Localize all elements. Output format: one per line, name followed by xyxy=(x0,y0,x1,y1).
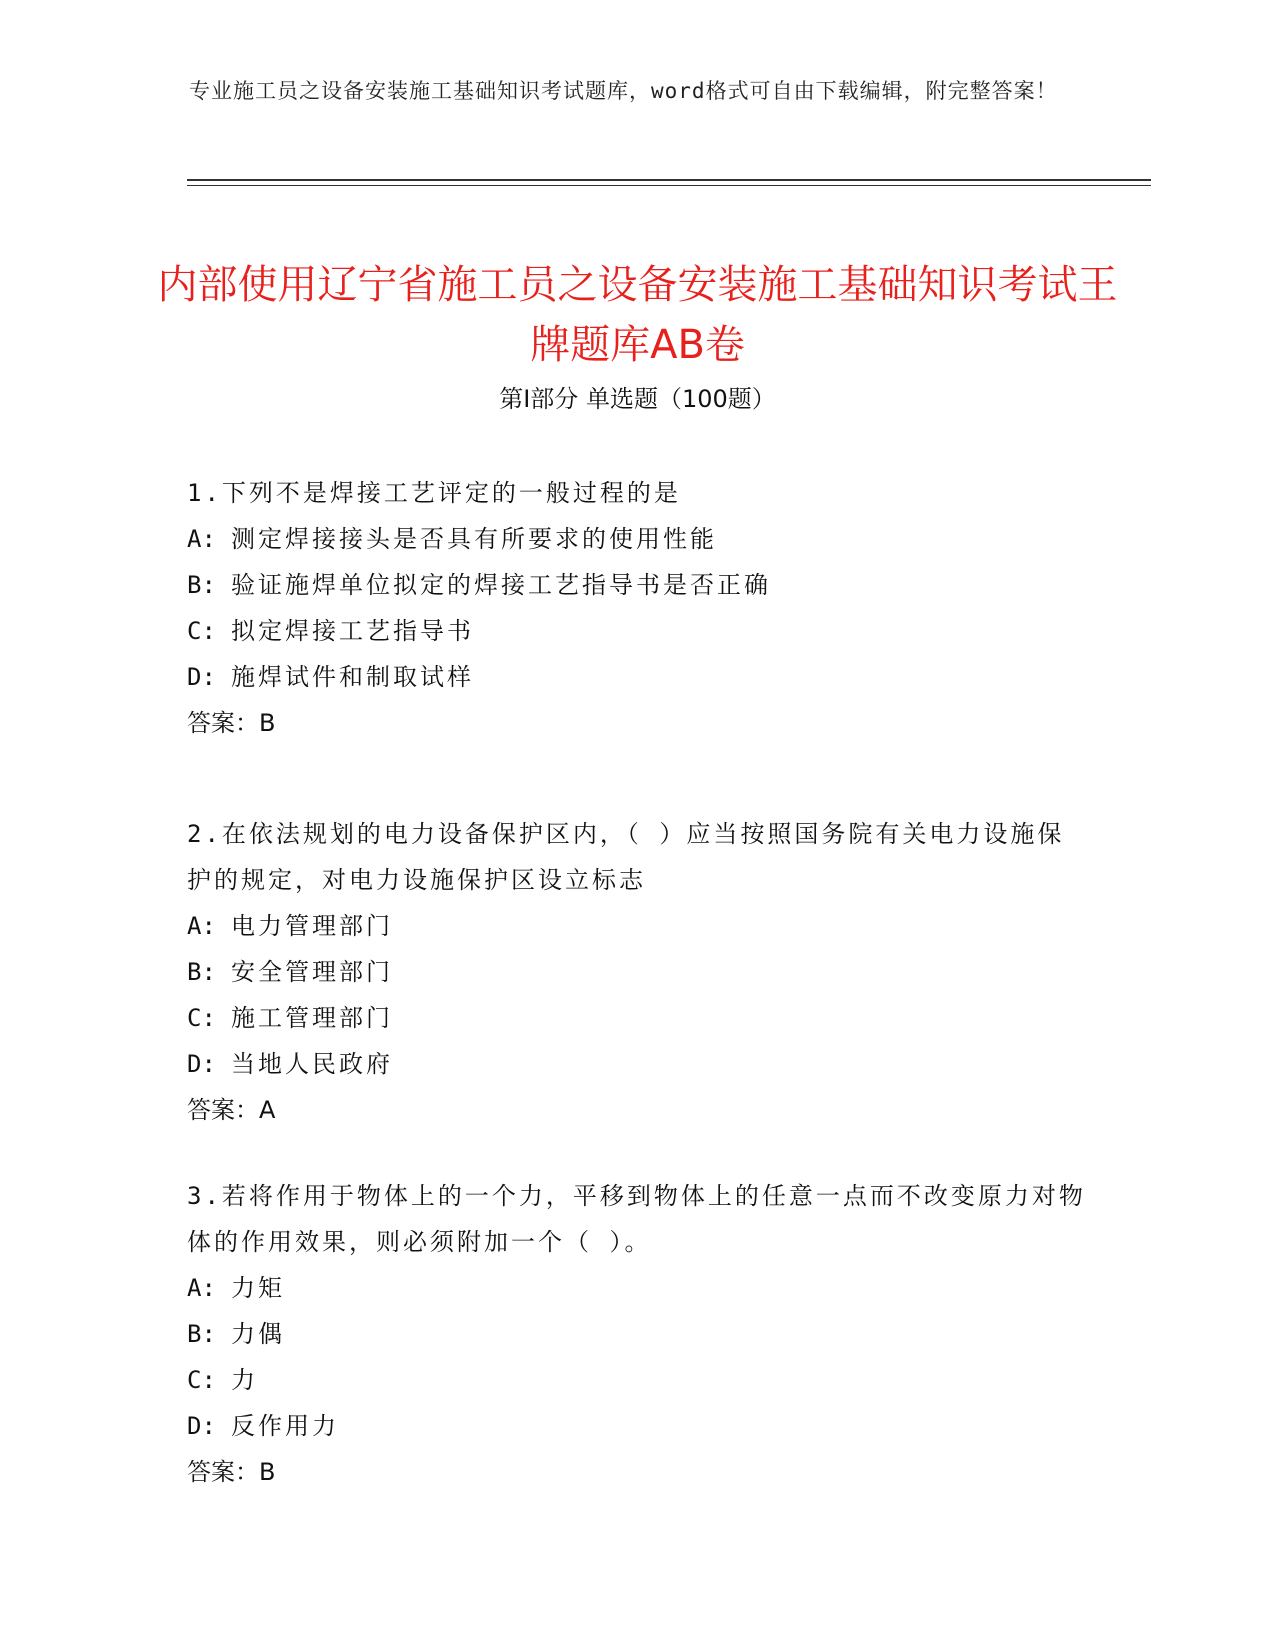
option-letter: B: xyxy=(187,1320,216,1348)
section-heading: 第Ⅰ部分 单选题（100题） xyxy=(499,385,776,413)
header-divider-thick xyxy=(187,179,1151,181)
option-d xyxy=(187,1041,1087,1087)
answer-line xyxy=(187,1087,1087,1133)
option-letter: D: xyxy=(187,663,216,691)
option-letter: B: xyxy=(187,958,216,986)
answer-label: 答案： xyxy=(187,709,259,737)
answer-value: B xyxy=(259,1458,276,1486)
option-letter: B: xyxy=(187,571,216,599)
option-letter: C: xyxy=(187,1004,216,1032)
answer-value: A xyxy=(259,1096,276,1124)
header-divider-thin xyxy=(187,185,1151,186)
option-text: 验证施焊单位拟定的焊接工艺指导书是否正确 xyxy=(231,571,771,599)
option-text: 施焊试件和制取试样 xyxy=(231,663,474,691)
option-text: 电力管理部门 xyxy=(231,912,393,940)
option-a xyxy=(187,903,1087,949)
option-text: 力矩 xyxy=(231,1274,285,1302)
question-2 xyxy=(187,811,1087,1133)
header-note: 专业施工员之设备安装施工基础知识考试题库，word格式可自由下载编辑，附完整答案！ xyxy=(189,79,1058,103)
option-a xyxy=(187,1265,1087,1311)
option-a xyxy=(187,516,1087,562)
answer-label: 答案： xyxy=(187,1458,259,1486)
question-stem: 2.在依法规划的电力设备保护区内，（ ）应当按照国务院有关电力设施保护的规定，对电力设施保护区设立标志 xyxy=(187,820,1065,894)
option-d xyxy=(187,654,1087,700)
document-title: 内部使用辽宁省施工员之设备安装施工基础知识考试王牌题库AB卷 xyxy=(157,261,1118,368)
option-text: 反作用力 xyxy=(231,1412,339,1440)
option-text: 测定焊接接头是否具有所要求的使用性能 xyxy=(231,525,717,553)
question-stem: 1.下列不是焊接工艺评定的一般过程的是 xyxy=(187,479,681,507)
option-letter: C: xyxy=(187,1366,216,1394)
option-letter: A: xyxy=(187,525,216,553)
question-1 xyxy=(187,470,1087,746)
option-text: 安全管理部门 xyxy=(231,958,393,986)
answer-line xyxy=(187,700,1087,746)
option-text: 力偶 xyxy=(231,1320,285,1348)
option-b xyxy=(187,949,1087,995)
option-letter: C: xyxy=(187,617,216,645)
option-b xyxy=(187,1311,1087,1357)
option-text: 施工管理部门 xyxy=(231,1004,393,1032)
answer-label: 答案： xyxy=(187,1096,259,1124)
option-c xyxy=(187,608,1087,654)
option-b xyxy=(187,562,1087,608)
option-d xyxy=(187,1403,1087,1449)
option-letter: D: xyxy=(187,1050,216,1078)
option-text: 当地人民政府 xyxy=(231,1050,393,1078)
option-letter: A: xyxy=(187,1274,216,1302)
option-letter: D: xyxy=(187,1412,216,1440)
option-text: 拟定焊接工艺指导书 xyxy=(231,617,474,645)
answer-value: B xyxy=(259,709,276,737)
option-text: 力 xyxy=(231,1366,258,1394)
option-c xyxy=(187,995,1087,1041)
question-stem: 3.若将作用于物体上的一个力，平移到物体上的任意一点而不改变原力对物体的作用效果，则必须附加一个（ ）。 xyxy=(187,1182,1086,1256)
question-3 xyxy=(187,1173,1087,1495)
answer-line xyxy=(187,1449,1087,1495)
option-c xyxy=(187,1357,1087,1403)
option-letter: A: xyxy=(187,912,216,940)
